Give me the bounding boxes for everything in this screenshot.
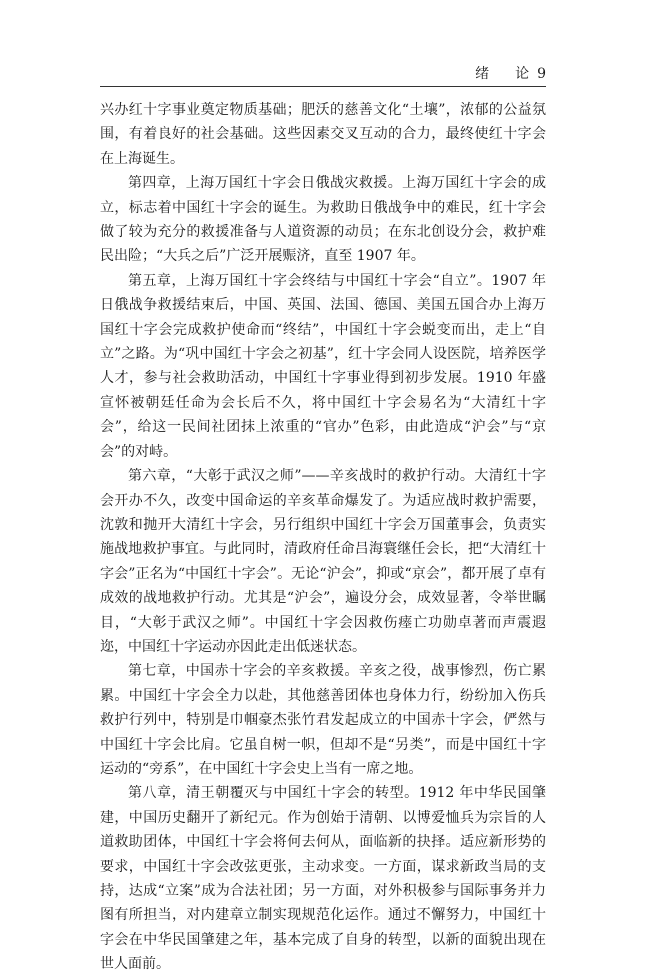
page-number: 9	[537, 66, 546, 82]
section-title: 绪 论	[475, 66, 536, 82]
paragraph-chapter-6: 第六章，“大彰于武汉之师”——辛亥战时的救护行动。大清红十字会开办不久，改变中国命运的辛亥革命爆发了。为适应战时救护需要，沈敦和抛开大清红十字会，另行组织中国红十字会万国董事会，负责实施战地救护事宜。与此同时，清政府任命吕海寰继任会长，把“大清红十字会”正名为“中国红十字会”。无论“沪会”，抑或“京会”，都开展了卓有成效的战地救护行动。尤其是“沪会”，遍设分会，成效显著，令举世瞩目，“大彰于武汉之师”。中国红十字会因救伤瘗亡功勋卓著而声震遐迩，中国红十字运动亦因此走出低迷状态。	[100, 468, 546, 655]
paragraph-chapter-4: 第四章，上海万国红十字会日俄战灾救援。上海万国红十字会的成立，标志着中国红十字会的诞生。为救助日俄战争中的难民，红十字会做了较为充分的救援准备与人道资源的动员；在东北创设分会，救护难民出险；“大兵之后”广泛开展赈济，直至 1907 年。	[100, 175, 546, 265]
paragraph-chapter-7: 第七章，中国赤十字会的辛亥救援。辛亥之役，战事惨烈，伤亡累累。中国红十字会全力以赴，其他慈善团体也身体力行，纷纷加入伤兵救护行列中，特别是巾帼豪杰张竹君发起成立的中国赤十字会，俨然与中国红十字会比肩。它虽自树一帜，但却不是“另类”，而是中国红十字运动的“旁系”，在中国红十字会史上当有一席之地。	[100, 663, 546, 777]
paragraph-continuation: 兴办红十字事业奠定物质基础；肥沃的慈善文化“土壤”，浓郁的公益氛围，有着良好的社会基础。这些因素交叉互动的合力，最终使红十字会在上海诞生。	[100, 102, 546, 167]
running-header	[100, 64, 546, 87]
body-text	[100, 98, 546, 977]
paragraph-chapter-5: 第五章，上海万国红十字会终结与中国红十字会“自立”。1907 年日俄战争救援结束后，中国、英国、法国、德国、美国五国合办上海万国红十字会完成救护使命而“终结”，中国红十字会蜕变而出，走上“自立”之路。为“巩中国红十字会之初基”，红十字会同人设医院，培养医学人才，参与社会救助活动，中国红十字事业得到初步发展。1910 年盛宣怀被朝廷任命为会长后不久，将中国红十字会易名为“大清红十字会”，给这一民间社团抹上浓重的“官办”色彩，由此造成“沪会”与“京会”的对峙。	[100, 272, 546, 460]
paragraph-chapter-8: 第八章，清王朝覆灭与中国红十字会的转型。1912 年中华民国肇建，中国历史翻开了新纪元。作为创始于清朝、以博爱恤兵为宗旨的人道救助团体，中国红十字会将何去何从，面临新的抉择。适应新形势的要求，中国红十字会改弦更张，主动求变。一方面，谋求新政当局的支持，达成“立案”成为合法社团；另一方面，对外积极参与国际事务并力图有所担当，对内建章立制实现规范化运作。通过不懈努力，中国红十字会在中华民国肇建之年，基本完成了自身的转型，以新的面貌出现在世人面前。	[100, 785, 546, 973]
